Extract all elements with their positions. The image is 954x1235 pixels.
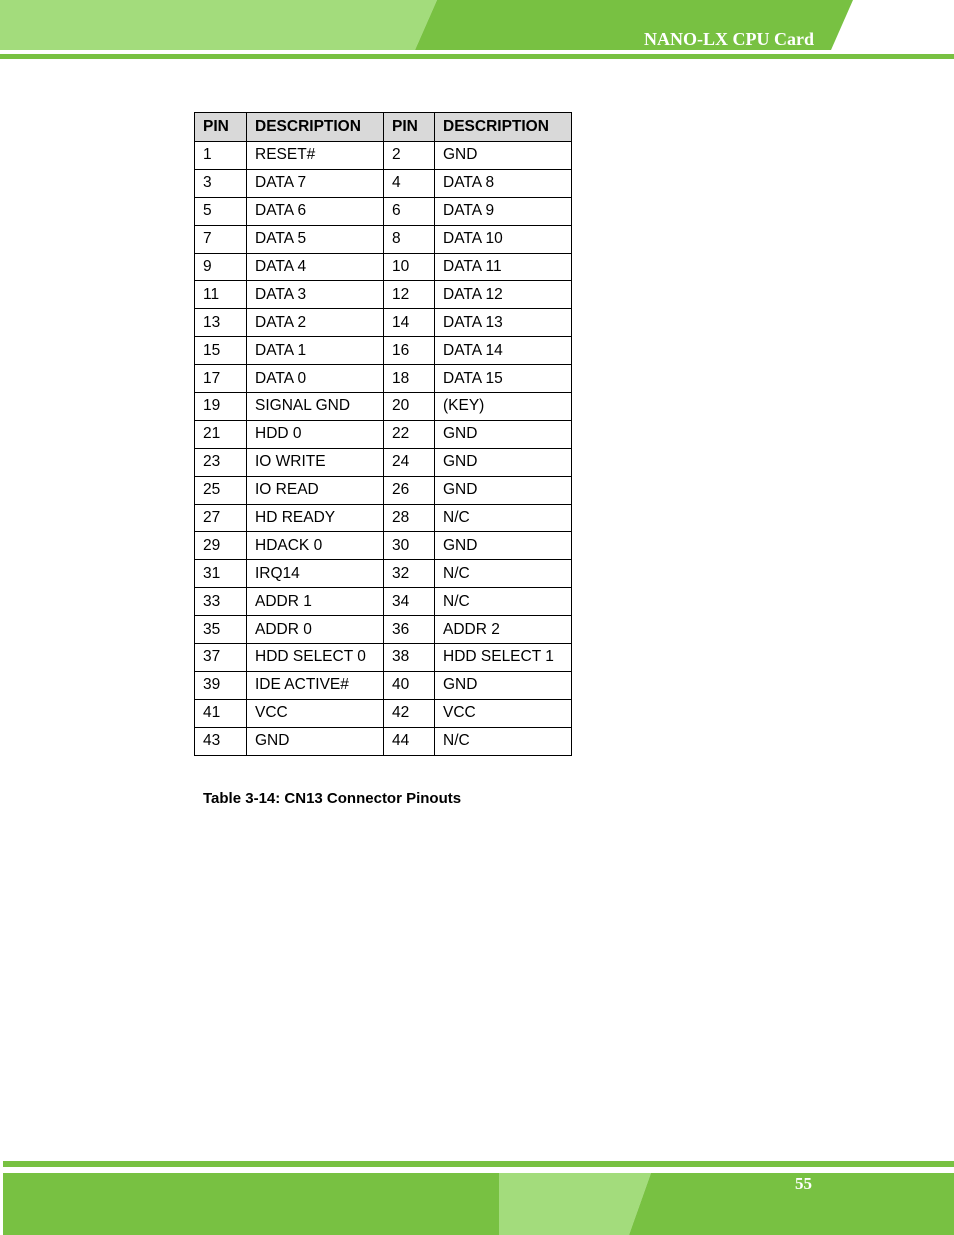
pin-description-cell: N/C	[435, 588, 572, 616]
pin-description-cell: DATA 2	[247, 309, 384, 337]
pin-description-cell: IO WRITE	[247, 448, 384, 476]
pin-description-cell: SIGNAL GND	[247, 393, 384, 421]
pin-description-cell: DATA 10	[435, 225, 572, 253]
table-row	[195, 420, 572, 448]
document-title: NANO-LX CPU Card	[644, 29, 814, 49]
pin-description-cell: HDD SELECT 0	[247, 644, 384, 672]
pin-description-cell: DATA 3	[247, 281, 384, 309]
pin-number-cell: 27	[195, 504, 247, 532]
pin-description-cell: DATA 11	[435, 253, 572, 281]
table-row	[195, 699, 572, 727]
pin-description-cell: GND	[435, 476, 572, 504]
pin-description-cell: N/C	[435, 727, 572, 755]
pin-description-cell: DATA 8	[435, 169, 572, 197]
pin-number-cell: 33	[195, 588, 247, 616]
pin-number-cell: 25	[195, 476, 247, 504]
table-header-row	[195, 113, 572, 142]
pin-description-cell: DATA 0	[247, 365, 384, 393]
column-header: PIN	[384, 113, 435, 142]
table-row	[195, 309, 572, 337]
pin-description-cell: GND	[435, 420, 572, 448]
pin-description-cell: DATA 15	[435, 365, 572, 393]
table-row	[195, 476, 572, 504]
pin-number-cell: 43	[195, 727, 247, 755]
pin-description-cell: IRQ14	[247, 560, 384, 588]
column-header: DESCRIPTION	[435, 113, 572, 142]
pin-number-cell: 29	[195, 532, 247, 560]
pin-description-cell: VCC	[247, 699, 384, 727]
pin-number-cell: 42	[384, 699, 435, 727]
pin-number-cell: 44	[384, 727, 435, 755]
pin-description-cell: DATA 9	[435, 197, 572, 225]
pin-number-cell: 8	[384, 225, 435, 253]
table-row	[195, 365, 572, 393]
pin-number-cell: 5	[195, 197, 247, 225]
pin-number-cell: 31	[195, 560, 247, 588]
table-row	[195, 393, 572, 421]
table-row	[195, 142, 572, 170]
pin-description-cell: HD READY	[247, 504, 384, 532]
pin-number-cell: 14	[384, 309, 435, 337]
pin-description-cell: DATA 12	[435, 281, 572, 309]
page-number: 55	[795, 1174, 812, 1193]
table-row	[195, 225, 572, 253]
pin-description-cell: DATA 14	[435, 337, 572, 365]
table-body	[195, 142, 572, 756]
pin-description-cell: DATA 5	[247, 225, 384, 253]
pin-description-cell: ADDR 2	[435, 616, 572, 644]
table-row	[195, 253, 572, 281]
pin-number-cell: 12	[384, 281, 435, 309]
table-caption: Table 3-14: CN13 Connector Pinouts	[203, 790, 462, 807]
pinout-table	[194, 112, 572, 756]
pin-number-cell: 39	[195, 671, 247, 699]
pin-number-cell: 18	[384, 365, 435, 393]
table-row	[195, 281, 572, 309]
pin-number-cell: 21	[195, 420, 247, 448]
table-row	[195, 727, 572, 755]
page-footer	[0, 1158, 954, 1235]
pin-number-cell: 11	[195, 281, 247, 309]
pin-description-cell: DATA 13	[435, 309, 572, 337]
pin-description-cell: ADDR 1	[247, 588, 384, 616]
pin-number-cell: 22	[384, 420, 435, 448]
pin-number-cell: 20	[384, 393, 435, 421]
pin-number-cell: 30	[384, 532, 435, 560]
pin-description-cell: GND	[435, 532, 572, 560]
pin-number-cell: 38	[384, 644, 435, 672]
pin-number-cell: 3	[195, 169, 247, 197]
pin-description-cell: HDD SELECT 1	[435, 644, 572, 672]
pin-description-cell: GND	[435, 142, 572, 170]
pin-description-cell: DATA 7	[247, 169, 384, 197]
pin-description-cell: HDD 0	[247, 420, 384, 448]
pin-number-cell: 7	[195, 225, 247, 253]
pin-number-cell: 2	[384, 142, 435, 170]
pin-description-cell: DATA 4	[247, 253, 384, 281]
pin-number-cell: 41	[195, 699, 247, 727]
column-header: PIN	[195, 113, 247, 142]
table-row	[195, 588, 572, 616]
pin-description-cell: HDACK 0	[247, 532, 384, 560]
pin-number-cell: 40	[384, 671, 435, 699]
pin-number-cell: 1	[195, 142, 247, 170]
pin-number-cell: 19	[195, 393, 247, 421]
pin-number-cell: 23	[195, 448, 247, 476]
pin-number-cell: 16	[384, 337, 435, 365]
pin-description-cell: N/C	[435, 560, 572, 588]
pin-description-cell: (KEY)	[435, 393, 572, 421]
pin-description-cell: N/C	[435, 504, 572, 532]
table-row	[195, 337, 572, 365]
table-row	[195, 448, 572, 476]
table-row	[195, 644, 572, 672]
pin-description-cell: IO READ	[247, 476, 384, 504]
pin-description-cell: RESET#	[247, 142, 384, 170]
pin-description-cell: DATA 1	[247, 337, 384, 365]
table-row	[195, 504, 572, 532]
pin-description-cell: GND	[435, 448, 572, 476]
pin-description-cell: GND	[435, 671, 572, 699]
footer-banner-graphic	[0, 1158, 954, 1235]
pin-description-cell: DATA 6	[247, 197, 384, 225]
pin-number-cell: 36	[384, 616, 435, 644]
pin-description-cell: ADDR 0	[247, 616, 384, 644]
column-header: DESCRIPTION	[247, 113, 384, 142]
pin-number-cell: 32	[384, 560, 435, 588]
pin-number-cell: 9	[195, 253, 247, 281]
pin-number-cell: 26	[384, 476, 435, 504]
pin-description-cell: VCC	[435, 699, 572, 727]
pin-description-cell: GND	[247, 727, 384, 755]
table-row	[195, 197, 572, 225]
pin-number-cell: 37	[195, 644, 247, 672]
pin-number-cell: 15	[195, 337, 247, 365]
pin-number-cell: 35	[195, 616, 247, 644]
table-row	[195, 671, 572, 699]
pin-number-cell: 13	[195, 309, 247, 337]
pin-number-cell: 10	[384, 253, 435, 281]
table-row	[195, 169, 572, 197]
pin-number-cell: 24	[384, 448, 435, 476]
page-header	[0, 0, 954, 62]
table-row	[195, 560, 572, 588]
pin-number-cell: 17	[195, 365, 247, 393]
pin-number-cell: 28	[384, 504, 435, 532]
table-row	[195, 532, 572, 560]
pin-number-cell: 4	[384, 169, 435, 197]
pin-number-cell: 34	[384, 588, 435, 616]
pin-number-cell: 6	[384, 197, 435, 225]
table-row	[195, 616, 572, 644]
pin-description-cell: IDE ACTIVE#	[247, 671, 384, 699]
